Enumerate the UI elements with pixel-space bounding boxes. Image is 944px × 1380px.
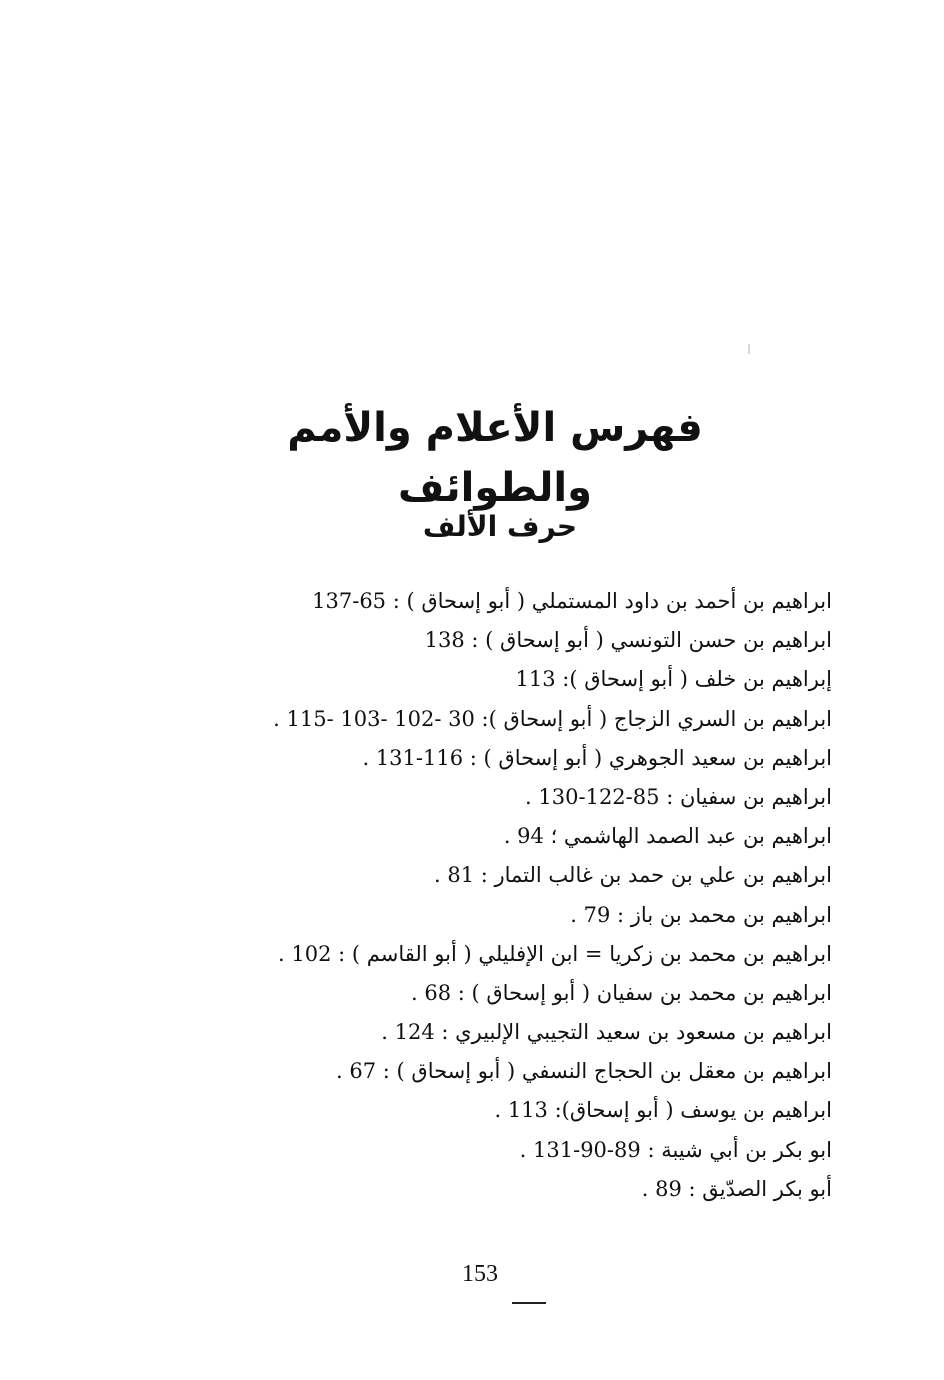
index-entry: ابراهيم بن محمد بن زكريا = ابن الإفليلي ( أبو القاسم ) : 102 .: [278, 941, 832, 966]
index-entry: أبو بكر الصدّيق : 89 .: [641, 1176, 832, 1201]
index-entry: ابراهيم بن مسعود بن سعيد التجيبي الإلبيري : 124 .: [381, 1020, 832, 1045]
index-entry: إبراهيم بن خلف ( أبو إسحاق ): 113: [515, 667, 832, 692]
index-entry: ابراهيم بن عبد الصمد الهاشمي ؛ 94 .: [503, 824, 832, 849]
index-entry: ابراهيم بن حسن التونسي ( أبو إسحاق ) : 138: [424, 628, 832, 653]
footer-rule: [512, 1302, 546, 1304]
index-entry: ابراهيم بن السري الزجاج ( أبو إسحاق ): 30 -102 -103 -115 .: [273, 706, 832, 731]
index-entry: ابراهيم بن معقل بن الحجاج النسفي ( أبو إسحاق ) : 67 .: [336, 1059, 832, 1084]
index-entry: ابراهيم بن يوسف ( أبو إسحاق): 113 .: [494, 1098, 832, 1123]
index-entry: ابراهيم بن محمد بن سفيان ( أبو إسحاق ) : 68 .: [410, 980, 832, 1005]
index-entry: ابراهيم بن أحمد بن داود المستملي ( أبو إسحاق ) : 65-137: [312, 589, 832, 613]
index-entry: ابراهيم بن محمد بن باز : 79 .: [570, 902, 832, 927]
index-title: فهرس الأعلام والأمم والطوائف: [287, 405, 703, 511]
index-entry: ابراهيم بن علي بن حمد بن غالب التمار : 81 .: [433, 863, 832, 888]
index-entry: ابو بكر بن أبي شيبة : 89-90-131 .: [519, 1137, 832, 1162]
index-entry: ابراهيم بن سفيان : 85-122-130 .: [525, 784, 832, 809]
scan-speck: [748, 344, 750, 354]
index-entries-list: [212, 582, 832, 1209]
index-entry: ابراهيم بن سعيد الجوهري ( أبو إسحاق ) : 116-131 .: [362, 745, 832, 770]
section-heading-alif: حرف الألف: [422, 510, 578, 543]
page-number: 153: [462, 1261, 498, 1287]
